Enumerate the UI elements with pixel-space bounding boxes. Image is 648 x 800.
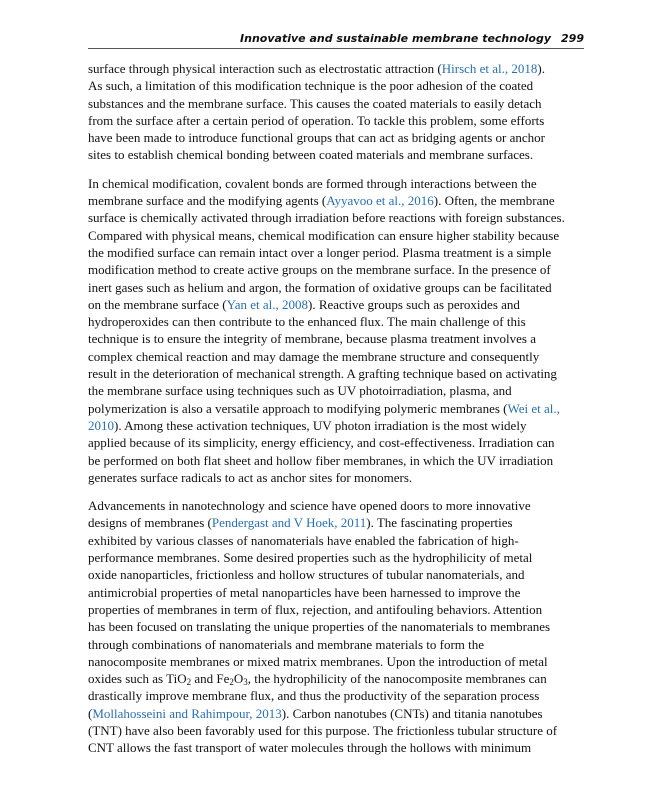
- citation-link[interactable]: Mollahosseini and Rahimpour, 2013: [92, 705, 282, 721]
- text-segment: (: [88, 705, 93, 721]
- text-line: [88, 227, 588, 244]
- text-line: [88, 382, 588, 399]
- running-header: [88, 32, 584, 48]
- text-line: [88, 566, 588, 583]
- text-line: [88, 261, 588, 278]
- text-line: [88, 670, 588, 687]
- text-segment: Compared with physical means, chemical modification can ensure higher stability because: [88, 227, 560, 243]
- paragraph: [88, 497, 588, 756]
- running-title: Innovative and sustainable membrane technology: [240, 32, 552, 45]
- text-line: [88, 365, 588, 382]
- text-line: [88, 313, 588, 330]
- text-segment: sites to establish chemical bonding between coated materials and membrane surfaces.: [88, 147, 534, 163]
- text-line: [88, 452, 588, 469]
- text-line: [88, 175, 588, 192]
- text-segment: applied because of its simplicity, energy efficiency, and cost-effectiveness. Irradiation can: [88, 435, 555, 451]
- text-segment: ). Reactive groups such as peroxides and: [307, 296, 520, 312]
- text-line: [88, 417, 588, 434]
- text-segment: substances and the membrane surface. This causes the coated materials to easily detach: [88, 95, 542, 111]
- text-line: [88, 601, 588, 618]
- text-segment: through combinations of nanomaterials and membrane materials to form the: [88, 636, 485, 652]
- text-segment: oxides such as TiO: [88, 671, 187, 687]
- page-number: 299: [561, 32, 584, 45]
- text-line: [88, 112, 588, 129]
- text-line: [88, 687, 588, 704]
- text-segment: from the surface after a certain period of operation. To tackle this problem, some efforts: [88, 112, 545, 128]
- text-segment: designs of membranes (: [88, 515, 212, 531]
- text-segment: hydroperoxides can then contribute to the enhanced flux. The main challenge of this: [88, 314, 526, 330]
- text-segment: ). Among these activation techniques, UV photon irradiation is the most widely: [114, 417, 527, 433]
- citation-link[interactable]: Hirsch et al., 2018: [441, 61, 538, 76]
- text-segment: on the membrane surface (: [88, 296, 227, 312]
- text-segment: In chemical modification, covalent bonds are formed through interactions between the: [88, 175, 537, 191]
- text-line: [88, 209, 588, 226]
- text-segment: result in the deterioration of mechanical strength. A grafting technique based on activating: [88, 366, 557, 382]
- text-segment: technique is to ensure the integrity of membrane, because plasma treatment involves a: [88, 331, 536, 347]
- header-rule: [88, 48, 584, 49]
- text-segment: polymerization is also a versatile approach to modifying polymeric membranes (: [88, 400, 508, 416]
- text-segment: Advancements in nanotechnology and science have opened doors to more innovative: [88, 498, 531, 514]
- text-line: [88, 244, 588, 261]
- text-segment: ). The fascinating properties: [366, 515, 513, 531]
- text-segment: performance membranes. Some desired properties such as the hydrophilicity of metal: [88, 550, 533, 566]
- text-segment: properties of membranes in term of flux, rejection, and antifouling behaviors. Attention: [88, 601, 543, 617]
- text-line: [88, 532, 588, 549]
- citation-link[interactable]: Ayyavoo et al., 2016: [326, 193, 434, 209]
- text-segment: and Fe: [191, 671, 230, 687]
- text-segment: surface is chemically activated through irradiation before reactions with foreign substances.: [88, 210, 565, 226]
- text-line: [88, 330, 588, 347]
- text-segment: nanocomposite membranes or mixed matrix membranes. Upon the introduction of metal: [88, 653, 548, 669]
- text-segment: (TNT) have also been favorably used for this purpose. The frictionless tubular structure of: [88, 722, 558, 738]
- citation-link[interactable]: Pendergast and V Hoek, 2011: [211, 515, 367, 531]
- text-segment: exhibited by various classes of nanomaterials have enabled the fabrication of high-: [88, 532, 519, 548]
- text-segment: antimicrobial properties of metal nanoparticles have been harnessed to improve the: [88, 584, 521, 600]
- text-line: [88, 296, 588, 313]
- text-segment: drastically improve membrane flux, and thus the productivity of the separation process: [88, 688, 540, 704]
- text-segment: has been focused on translating the unique properties of the nanomaterials to membranes: [88, 619, 551, 635]
- citation-link[interactable]: Yan et al., 2008: [226, 296, 308, 312]
- text-line: [88, 514, 588, 531]
- text-line: [88, 469, 588, 486]
- text-segment: ). Often, the membrane: [433, 193, 555, 209]
- text-line: [88, 192, 588, 209]
- text-line: [88, 653, 588, 670]
- text-segment: complex chemical reaction and may damage the membrane structure and consequently: [88, 348, 540, 364]
- text-line: [88, 95, 588, 112]
- subscript: 2: [186, 677, 192, 688]
- text-line: [88, 146, 588, 163]
- text-segment: surface through physical interaction such as electrostatic attraction (: [88, 61, 442, 76]
- text-line: [88, 497, 588, 514]
- text-segment: O: [233, 671, 244, 687]
- text-segment: have been made to introduce functional groups that can act as bridging agents or anchor: [88, 130, 546, 146]
- subscript: 3: [243, 677, 248, 688]
- text-segment: ).: [537, 61, 546, 76]
- paragraph: [88, 60, 588, 164]
- text-line: [88, 722, 588, 739]
- text-segment: ). Carbon nanotubes (CNTs) and titania nanotubes: [281, 705, 543, 721]
- text-line: [88, 400, 588, 417]
- text-segment: oxide nanoparticles, frictionless and hollow structures of tubular nanomaterials, and: [88, 567, 525, 583]
- body-text: [88, 60, 588, 768]
- text-line: [88, 618, 588, 635]
- text-segment: modification method to create active groups on the membrane surface. In the presence of: [88, 262, 551, 278]
- text-line: [88, 584, 588, 601]
- text-line: [88, 129, 588, 146]
- text-line: [88, 705, 588, 722]
- text-segment: be performed on both flat sheet and hollow fiber membranes, in which the UV irradiation: [88, 452, 554, 468]
- paragraph: [88, 175, 588, 486]
- text-segment: CNT allows the fast transport of water molecules through the hollows with minimum: [88, 740, 532, 756]
- text-line: [88, 739, 588, 756]
- text-line: [88, 279, 588, 296]
- citation-link[interactable]: 2010: [88, 417, 114, 433]
- text-line: [88, 549, 588, 566]
- text-segment: the membrane surface using techniques such as UV photoirradiation, plasma, and: [88, 383, 512, 399]
- text-line: [88, 348, 588, 365]
- text-segment: generates surface radicals to act as anchor sites for monomers.: [88, 469, 413, 485]
- text-line: [88, 77, 588, 94]
- citation-link[interactable]: Wei et al.,: [507, 400, 560, 416]
- subscript: 2: [229, 677, 234, 688]
- text-segment: inert gases such as helium and argon, the formation of oxidative groups can be facilitated: [88, 279, 552, 295]
- text-segment: membrane surface and the modifying agents (: [88, 193, 327, 209]
- text-segment: , the hydrophilicity of the nanocomposite membranes can: [247, 671, 547, 687]
- text-line: [88, 434, 588, 451]
- text-segment: the modified surface can remain intact over a longer period. Plasma treatment is a simple: [88, 244, 552, 260]
- text-line: [88, 636, 588, 653]
- text-segment: As such, a limitation of this modification technique is the poor adhesion of the coated: [88, 78, 534, 94]
- text-line: [88, 60, 588, 77]
